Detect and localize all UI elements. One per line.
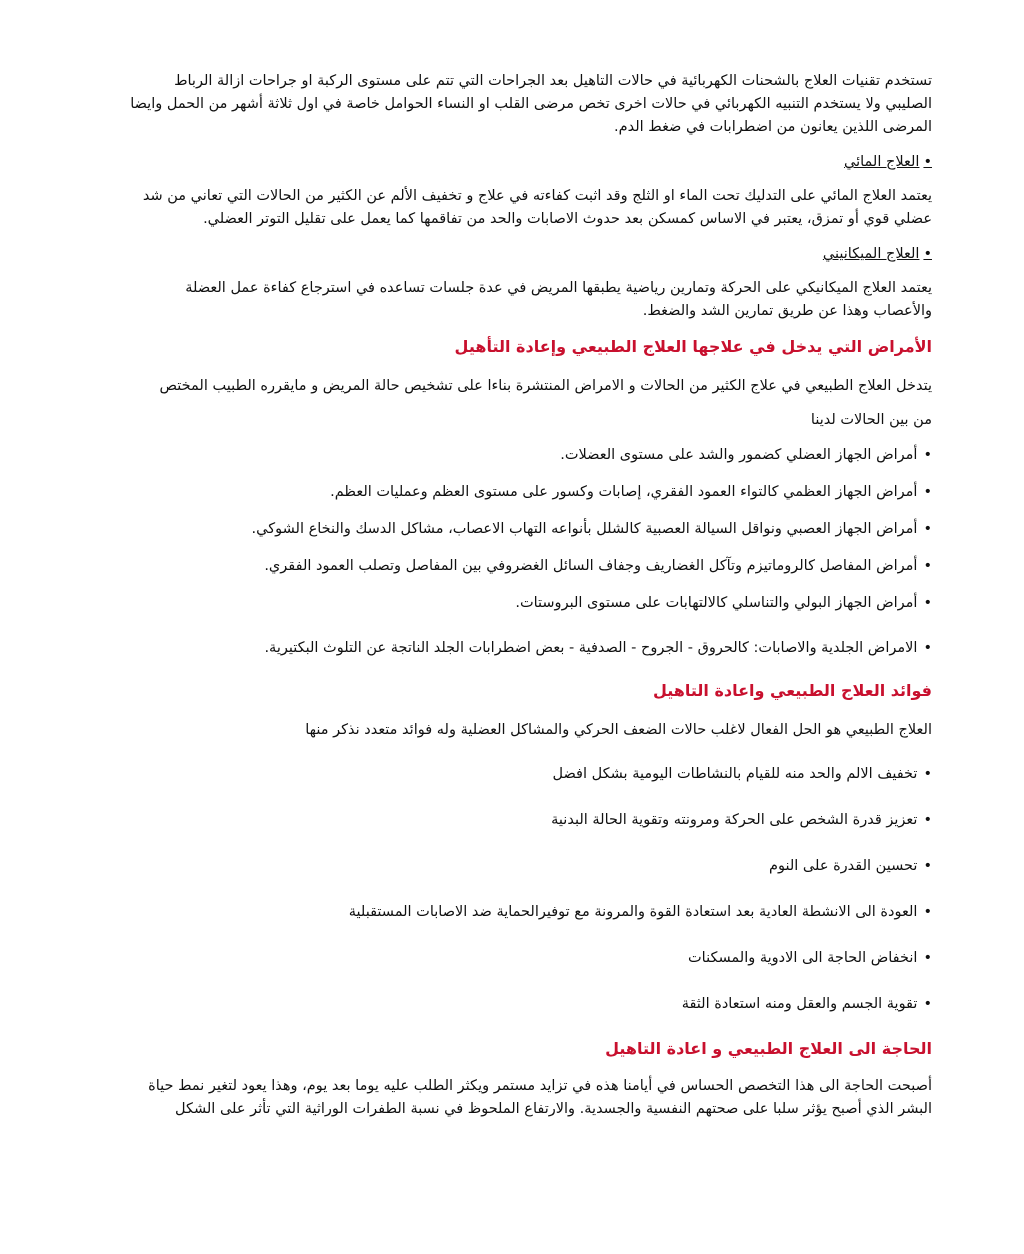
list-item [130,585,932,622]
bullet-marker: • [923,447,932,463]
water-therapy-subtitle [130,151,932,173]
bullet-marker: • [923,558,932,574]
water-therapy-text: يعتمد العلاج المائي على التدليك تحت الماء او الثلج وقد اثبت كفاءته في علاج و تخفيف الألم عن الكثير من الحالات التي تعاني من شد عضلي قوي أو تمزق، يعتبر في الاساس كمسكن بعد حدوث الاصابات والحد من تفاقمها كما يعمل على تقليل التوتر العضلي. [142,188,932,227]
list-item [130,548,932,585]
list-item [130,935,932,981]
bullet-marker: • [923,595,932,611]
spacer [130,622,932,630]
mechanical-therapy-text: يعتمد العلاج الميكانيكي على الحركة وتمارين رياضية يطبقها المريض في عدة جلسات تساعده في استرجاع كفاءة عمل العضلة والأعصاب وهذا عن طريق تمارين الشد والضغط. [185,280,932,319]
bullet-marker: • [923,766,932,782]
list-item-text: الامراض الجلدية والاصابات: كالحروق - الجروح - الصدفية - بعض اضطرابات الجلد الناتجة عن التلوث البكتيرية. [264,640,918,656]
list-item-text: العودة الى الانشطة العادية بعد استعادة القوة والمرونة مع توفيرالحماية ضد الاصابات المستقبلية [348,904,918,920]
list-item [130,630,932,667]
mechanical-therapy-subtitle [130,243,932,265]
list-item [130,981,932,1027]
bullet-marker: • [923,484,932,500]
benefits-intro: العلاج الطبيعي هو الحل الفعال لاغلب حالات الضعف الحركي والمشاكل العضلية وله فوائد متعدد نذكر منها [305,722,932,738]
list-item-text: أمراض الجهاز العضلي كضمور والشد على مستوى العضلات. [560,447,918,463]
list-item [130,511,932,548]
list-item-text: تخفيف الالم والحد منه للقيام بالنشاطات اليومية بشكل افضل [552,766,918,782]
need-heading: الحاجة الى العلاج الطبيعي و اعادة التاهيل [605,1039,932,1058]
bullet-marker: • [923,904,932,920]
benefits-heading: فوائد العلاج الطبيعي واعادة التاهيل [652,681,932,700]
bullet-marker: • [923,521,932,537]
water-therapy-title: العلاج المائي [844,154,920,170]
diseases-list [130,437,932,622]
list-item-text: انخفاض الحاجة الى الادوية والمسكنات [688,950,918,966]
list-item-text: أمراض الجهاز البولي والتناسلي كالالتهابات على مستوى البروستات. [515,595,918,611]
list-item-text: أمراض الجهاز العصبي ونواقل السيالة العصبية كالشلل بأنواعه التهاب الاعصاب، مشاكل الدسك والنخاع الشوكي. [251,521,918,537]
list-item [130,474,932,511]
diseases-intro-line-1: يتدخل العلاج الطبيعي في علاج الكثير من الحالات و الامراض المنتشرة بناءا على تشخيص حالة المريض و مايقرره الطبيب المختص [159,378,932,394]
list-item [130,797,932,843]
list-item-text: تعزيز قدرة الشخص على الحركة ومرونته وتقوية الحالة البدنية [551,812,918,828]
bullet-marker: • [923,996,932,1012]
bullet-marker: • [923,950,932,966]
diseases-list-last [130,630,932,667]
bullet-marker: • [923,812,932,828]
list-item-text: أمراض الجهاز العظمي كالتواء العمود الفقري، إصابات وكسور على مستوى العظم وعمليات العظم. [330,484,918,500]
diseases-heading: الأمراض التي يدخل في علاجها العلاج الطبيعي وإعادة التأهيل [454,337,932,356]
list-item-text: تحسين القدرة على النوم [769,858,918,874]
list-item-text: أمراض المفاصل كالروماتيزم وتآكل الغضاريف وجفاف السائل الغضروفي بين المفاصل وتصلب العمود الفقري. [264,558,918,574]
bullet-marker: • [923,640,932,656]
diseases-intro-line-2: من بين الحالات لدينا [810,412,932,428]
benefits-list [130,751,932,1027]
list-item [130,889,932,935]
bullet-marker: • [923,246,932,262]
mechanical-therapy-title: العلاج الميكانيني [822,246,920,262]
bullet-marker: • [923,154,932,170]
list-item-text: تقوية الجسم والعقل ومنه استعادة الثقة [681,996,918,1012]
list-item [130,751,932,797]
bullet-marker: • [923,858,932,874]
need-text: أصبحت الحاجة الى هذا التخصص الحساس في أيامنا هذه في تزايد مستمر ويكثر الطلب عليه يوما بعد يوم، وهذا يعود لتغير نمط حياة البشر الذي أصبح يؤثر سلبا على صحتهم النفسية والجسدية. والارتفاع الملحوظ في نسبة الطفرات الوراثية التي تأثر على الشكل [148,1078,932,1117]
list-item [130,843,932,889]
list-item [130,437,932,474]
intro-paragraph: تستخدم تقنيات العلاج بالشحنات الكهربائية في حالات التاهيل بعد الجراحات التي تتم على مستوى الركبة او جراحات ازالة الرباط الصليبي ولا يستخدم التنبيه الكهربائي في حالات اخرى تخص مرضى القلب او النساء الحوامل خاصة في اول ثلاثة أشهر من الحمل وايضا المرضى اللذين يعانون من اضطرابات في ضغط الدم. [130,73,932,135]
